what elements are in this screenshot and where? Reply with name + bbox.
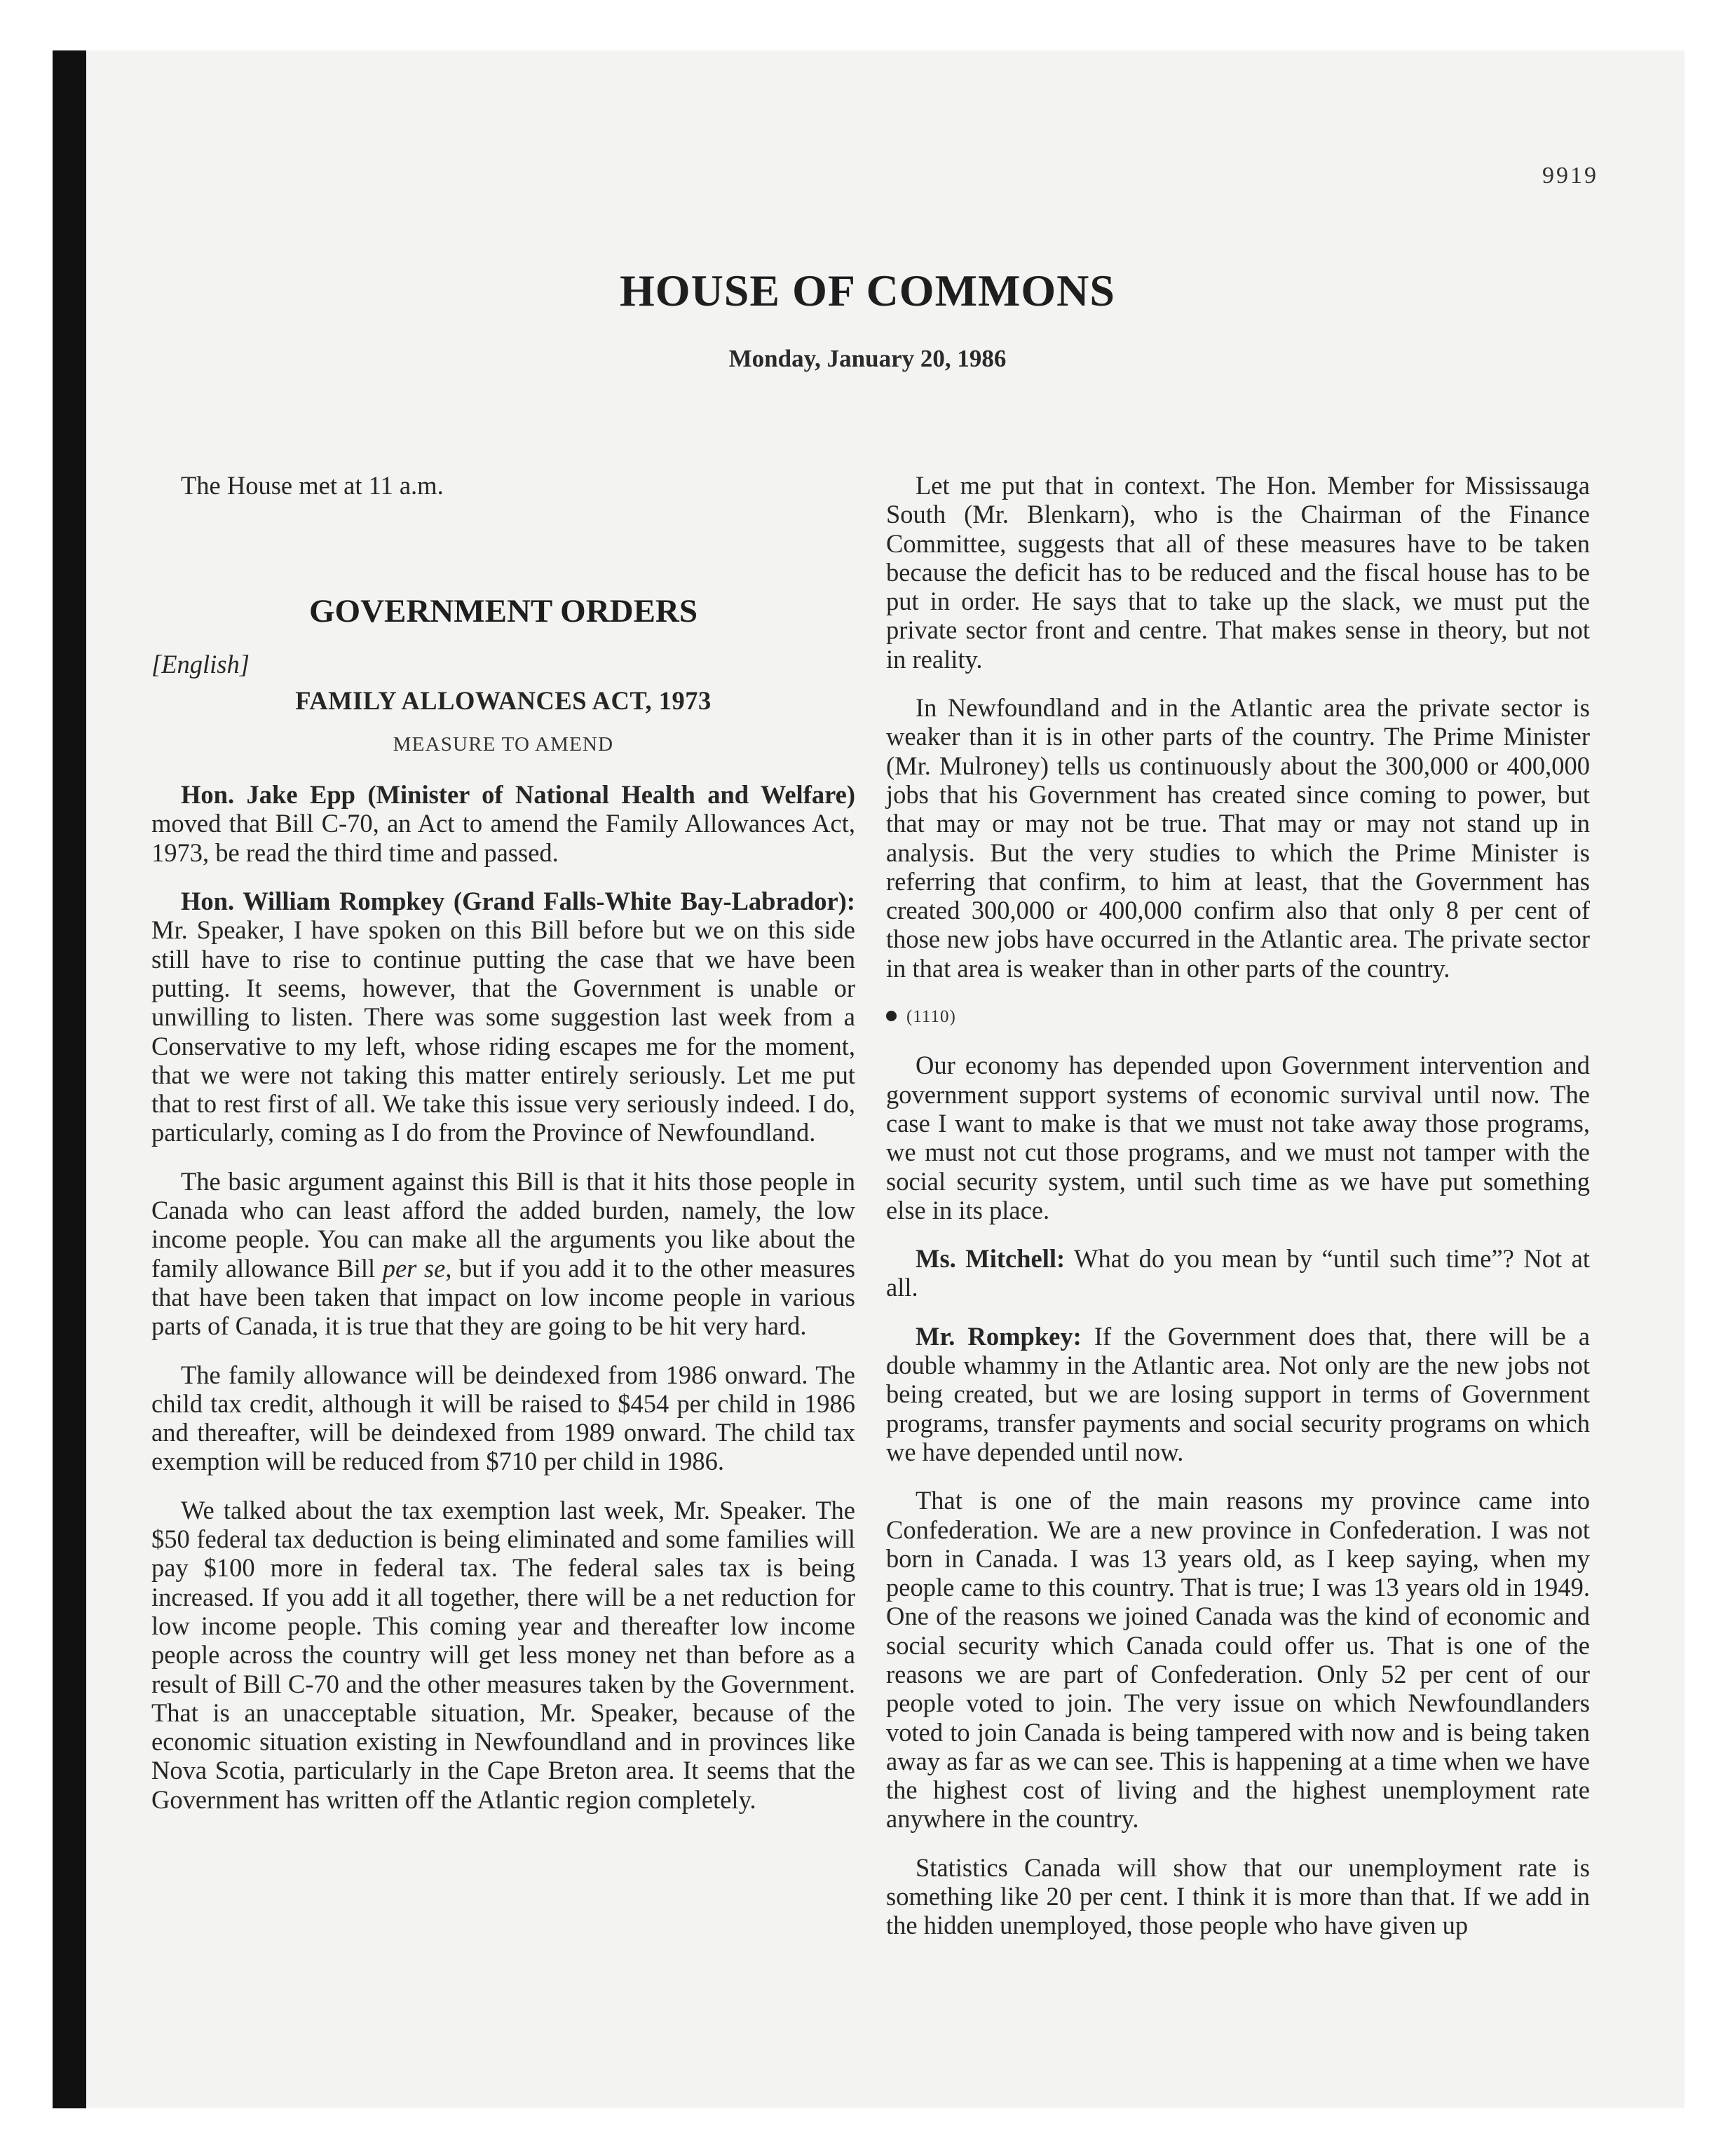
timestamp-marker bbox=[886, 1002, 1590, 1031]
speech-text: moved that Bill C-70, an Act to amend the Family Allowances Act, 1973, be read the third time and passed. bbox=[151, 809, 855, 867]
timestamp-text: (1110) bbox=[906, 1007, 956, 1027]
paragraph-epp bbox=[151, 780, 855, 867]
speech-text: If the Government does that, there will be a double whammy in the Atlantic area. Not only are the new jobs not being created, but we are losing support in terms of Government programs, transfer payments and social security programs on which we have depended until now. bbox=[886, 1321, 1590, 1466]
left-column bbox=[151, 471, 855, 1834]
paragraph: The family allowance will be deindexed from 1986 onward. The child tax credit, although it will be raised to $454 per child in 1986 and thereafter, will be deindexed from 1989 onward. The child tax exemption will be reduced from $710 per child in 1986. bbox=[151, 1360, 855, 1476]
paragraph-rompkey bbox=[886, 1322, 1590, 1466]
speaker-name: Hon. Jake Epp (Minister of National Health and Welfare) bbox=[181, 780, 855, 810]
paragraph: Let me put that in context. The Hon. Member for Mississauga South (Mr. Blenkarn), who is the Chairman of the Finance Committee, suggests that all of these measures have to be taken because the deficit has to be reduced and the fiscal house has to be put in order. He says that to take up the slack, we must put the private sector front and centre. That makes sense in theory, but not in reality. bbox=[886, 471, 1590, 674]
sitting-time: The House met at 11 a.m. bbox=[181, 471, 444, 500]
paragraph: Our economy has depended upon Government intervention and government support systems of economic survival until now. The case I want to make is that we must not take away those programs, we must not cut those programs, and we must not tamper with the social security system, until such time as we have put something else in its place. bbox=[886, 1051, 1590, 1224]
speech-text: , but if you add it to the other measures that have been taken that impact on low income people in various parts of Canada, it is true that they are going to be hit very hard. bbox=[151, 1253, 856, 1341]
speech-text: Mr. Speaker, I have spoken on this Bill before but we on this side still have to rise to continue putting the case that we have been putting. It seems, however, that the Government is unable or unwilling to listen. There was some suggestion last week from a Conservative to my left, whose riding escapes me for the moment, that we were not taking this matter entirely seriously. Let me put that to rest first of all. We take this issue very seriously indeed. I do, particularly, coming as I do from the Province of Newfoundland. bbox=[151, 915, 855, 1147]
speaker-name: Mr. Rompkey: bbox=[916, 1321, 1082, 1351]
right-column bbox=[886, 471, 1590, 1960]
paragraph: That is one of the main reasons my province came into Confederation. We are a new province in Confederation. I was not born in Canada. I was 13 years old, as I keep saying, when my people came to this country. That is true; I was 13 years old in 1949. One of the reasons we joined Canada was the kind of economic and social security which Canada could offer us. That is one of the reasons we are part of Confederation. Only 52 per cent of our people voted to join. The very issue on which Newfoundlanders voted to join Canada is being tampered with now and is being taken away as far as we can see. This is happening at a time when we have the highest cost of living and the highest unemployment rate anywhere in the country. bbox=[886, 1486, 1590, 1834]
italic-term: per se bbox=[382, 1253, 446, 1283]
speaker-name: Ms. Mitchell: bbox=[916, 1244, 1066, 1274]
bullet-icon bbox=[886, 1011, 897, 1021]
language-tag: [English] bbox=[151, 650, 250, 679]
sitting-date: Monday, January 20, 1986 bbox=[728, 345, 1007, 372]
paragraph: In Newfoundland and in the Atlantic area the private sector is weaker than it is in other parts of the country. The Prime Minister (Mr. Mulroney) tells us continuously about the 300,000 or 400,000 jobs that his Government has created since coming to power, but that may or may not be true. That may or may not stand up in analysis. But the very studies to which the Prime Minister is referring that confirm, to him at least, that the Government has created 300,000 or 400,000 confirm also that only 8 per cent of those new jobs have occurred in the Atlantic area. The private sector in that area is weaker than in other parts of the country. bbox=[886, 693, 1590, 983]
bill-heading: FAMILY ALLOWANCES ACT, 1973 bbox=[295, 685, 712, 715]
speaker-name: Hon. William Rompkey (Grand Falls-White Bay-Labrador): bbox=[181, 887, 855, 916]
paragraph-rompkey-intro bbox=[151, 887, 855, 1147]
bill-subheading: MEASURE TO AMEND bbox=[393, 732, 614, 756]
section-heading: GOVERNMENT ORDERS bbox=[308, 593, 698, 630]
paragraph: Statistics Canada will show that our unemployment rate is something like 20 per cent. I think it is more than that. If we add in the hidden unemployed, those people who have given up bbox=[886, 1853, 1590, 1940]
paragraph-mitchell bbox=[886, 1244, 1590, 1302]
paragraph: We talked about the tax exemption last week, Mr. Speaker. The $50 federal tax deduction is being eliminated and some families will pay $100 more in federal tax. The federal sales tax is being increased. If you add it all together, there will be a net reduction for low income people. This coming year and thereafter low income people across the country will get less money net than before as a result of Bill C-70 and the other measures taken by the Government. That is an unacceptable situation, Mr. Speaker, because of the economic situation existing in Newfoundland and in provinces like Nova Scotia, particularly in the Cape Breton area. It seems that the Government has written off the Atlantic region completely. bbox=[151, 1495, 855, 1814]
document-title: HOUSE OF COMMONS bbox=[620, 266, 1115, 315]
paragraph bbox=[151, 1167, 855, 1341]
speech-text: The basic argument against this Bill is that it hits those people in Canada who can least afford the added burden, namely, the low income people. You can make all the arguments you like about the family allowance Bill bbox=[151, 1166, 855, 1283]
speech-text: What do you mean by “until such time”? Not at all. bbox=[886, 1244, 1590, 1302]
page-number: 9919 bbox=[1542, 163, 1598, 189]
